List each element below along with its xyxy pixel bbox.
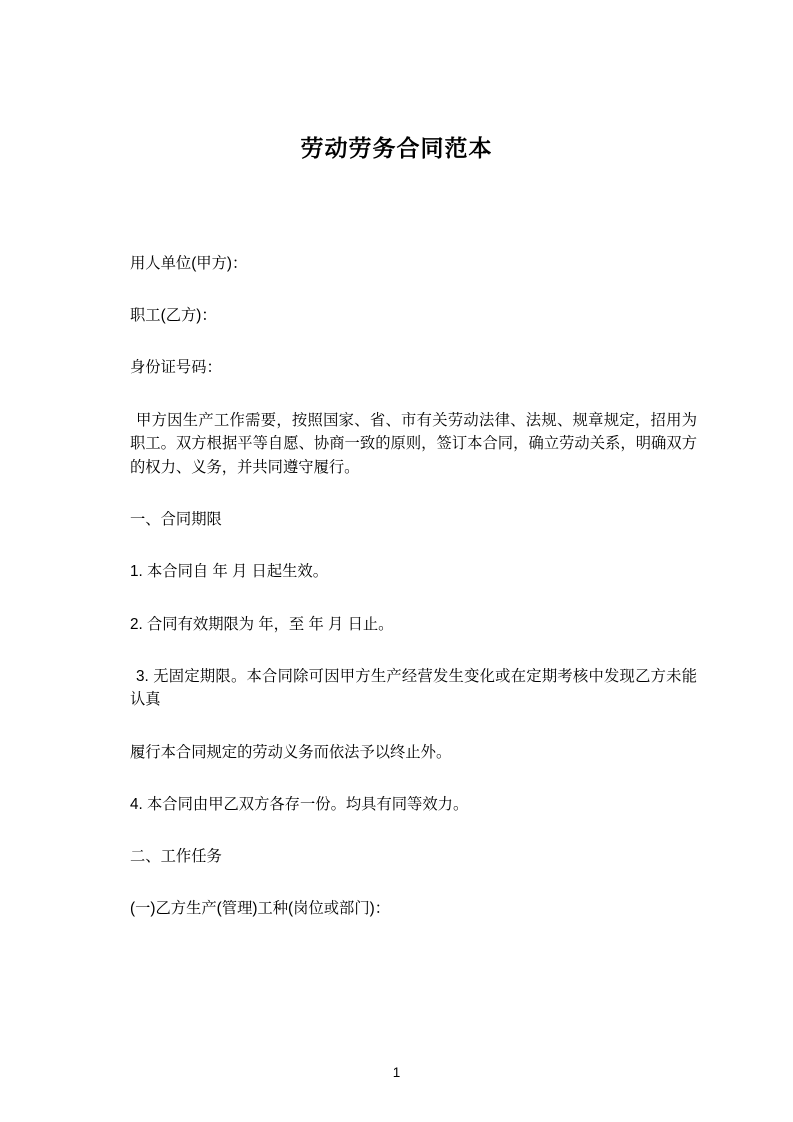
clause-1-3: 3. 无固定期限。本合同除可因甲方生产经营发生变化或在定期考核中发现乙方未能认真 bbox=[130, 667, 697, 709]
paragraph-preamble: 甲方因生产工作需要，按照国家、省、市有关劳动法律、法规、规章规定，招用为职工。双方根据平等自愿、协商一致的原则，签订本合同，确立劳动关系，明确双方的权力、义务，并共同遵守履行。 bbox=[130, 411, 697, 476]
paragraph-employee: 职工(乙方)： bbox=[130, 307, 217, 325]
page-title: 劳动劳务合同范本 bbox=[300, 135, 493, 161]
clause-1-4: 4. 本合同由甲乙双方各存一份。均具有同等效力。 bbox=[130, 795, 469, 813]
heading-section-1: 一、合同期限 bbox=[130, 511, 222, 529]
page-number: 1 bbox=[392, 1065, 401, 1080]
clause-2-1: (一)乙方生产(管理)工种(岗位或部门)： bbox=[130, 900, 391, 918]
clause-1-1: 1. 本合同自 年 月 日起生效。 bbox=[130, 563, 329, 581]
document-body bbox=[96, 252, 697, 921]
paragraph-employer: 用人单位(甲方)： bbox=[130, 254, 248, 272]
paragraph-id-number: 身份证号码： bbox=[130, 359, 222, 377]
clause-1-3-continued: 履行本合同规定的劳动义务而依法予以终止外。 bbox=[130, 743, 452, 761]
heading-section-2: 二、工作任务 bbox=[130, 848, 222, 866]
clause-1-2: 2. 合同有效期限为 年，至 年 月 日止。 bbox=[130, 615, 394, 633]
